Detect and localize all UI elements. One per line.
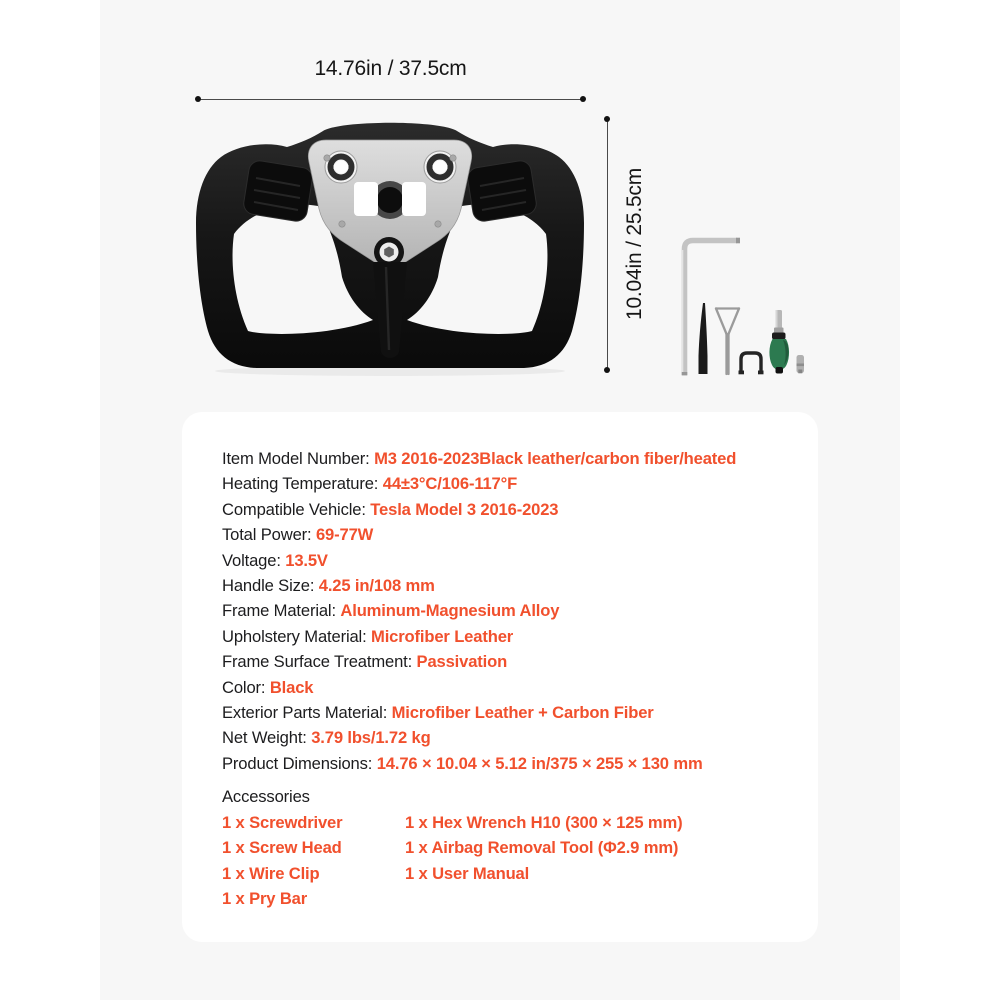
spec-value: Tesla Model 3 2016-2023 [370, 499, 559, 519]
spec-label: Item Model Number: [222, 449, 375, 468]
spec-row-frame-material [222, 598, 778, 623]
spec-label: Frame Material: [222, 601, 341, 621]
accessory-item: 1 x Pry Bar [222, 888, 308, 908]
spec-row-handle-size [222, 573, 778, 598]
accessory-item: 1 x Hex Wrench H10 (300 × 125 mm) [405, 812, 683, 832]
accessory-item: 1 x Wire Clip [222, 863, 320, 883]
accessories-list [222, 810, 778, 912]
spec-value: Aluminum-Magnesium Alloy [340, 601, 560, 621]
height-dimension-line [607, 117, 608, 372]
accessory-item: 1 x User Manual [405, 863, 530, 883]
airbag-removal-tool-icon [716, 309, 739, 375]
spec-label: Upholstery Material: [222, 626, 372, 646]
screw-head-icon [797, 355, 805, 373]
spec-value: 3.79 lbs/1.72 kg [311, 728, 431, 748]
spec-label: Handle Size: [222, 576, 319, 596]
spec-row-heating-temperature [222, 471, 778, 496]
connector-pad-right [402, 182, 426, 216]
spec-label: Voltage: [222, 550, 286, 570]
spec-row-exterior-parts-material [222, 700, 778, 725]
spec-value: 13.5V [285, 550, 328, 570]
hex-wrench-icon [682, 238, 740, 376]
spec-value: Passivation [416, 652, 508, 672]
spec-label: Color: [222, 677, 270, 697]
spec-label: Total Power: [222, 525, 316, 545]
spec-row-item-model-number [222, 446, 778, 471]
spec-label: Product Dimensions: [222, 753, 377, 773]
spec-row-total-power [222, 522, 778, 547]
spec-panel [182, 412, 818, 942]
spec-value: M3 2016-2023Black leather/carbon fiber/heated [374, 449, 737, 468]
accessory-item: 1 x Screw Head [222, 838, 342, 858]
spec-row-frame-surface-treatment [222, 649, 778, 674]
spec-value: 14.76 × 10.04 × 5.12 in/375 × 255 × 130 mm [376, 753, 703, 773]
spec-row-net-weight [222, 725, 778, 750]
spec-value: 69-77W [315, 525, 374, 545]
spec-label: Exterior Parts Material: [222, 703, 392, 723]
spec-value: 4.25 in/108 mm [318, 576, 435, 596]
spec-label: Frame Surface Treatment: [222, 652, 417, 672]
accessory-item: 1 x Airbag Removal Tool (Φ2.9 mm) [405, 838, 679, 858]
steering-wheel-image [190, 112, 590, 377]
spec-value: 44±3°C/106-117°F [382, 474, 518, 494]
spec-value: Black [269, 677, 314, 697]
accessories-column-right [405, 810, 682, 912]
pry-bar-icon [699, 303, 708, 374]
spec-label: Net Weight: [222, 728, 312, 748]
spec-row-product-dimensions [222, 751, 778, 776]
accessories-column-left [222, 810, 405, 912]
connector-pad-left [354, 182, 378, 216]
screwdriver-icon [769, 310, 789, 374]
spec-row-upholstery-material [222, 624, 778, 649]
spec-label: Compatible Vehicle: [222, 499, 371, 519]
width-dimension-line [196, 99, 585, 100]
accessory-item: 1 x Screwdriver [222, 812, 343, 832]
wire-clip-icon [739, 353, 764, 374]
spec-value: Microfiber Leather [371, 626, 514, 646]
spec-row-color [222, 675, 778, 700]
height-dimension-label: 10.04in / 25.5cm [623, 167, 646, 321]
included-tools-image [676, 224, 816, 382]
width-dimension-label: 14.76in / 37.5cm [314, 57, 467, 80]
spec-label: Heating Temperature: [222, 474, 383, 494]
spec-row-compatible-vehicle [222, 497, 778, 522]
spec-value: Microfiber Leather + Carbon Fiber [391, 703, 654, 723]
accessories-heading: Accessories [222, 787, 310, 807]
spec-row-voltage [222, 548, 778, 573]
mount-ring-left [325, 151, 357, 183]
